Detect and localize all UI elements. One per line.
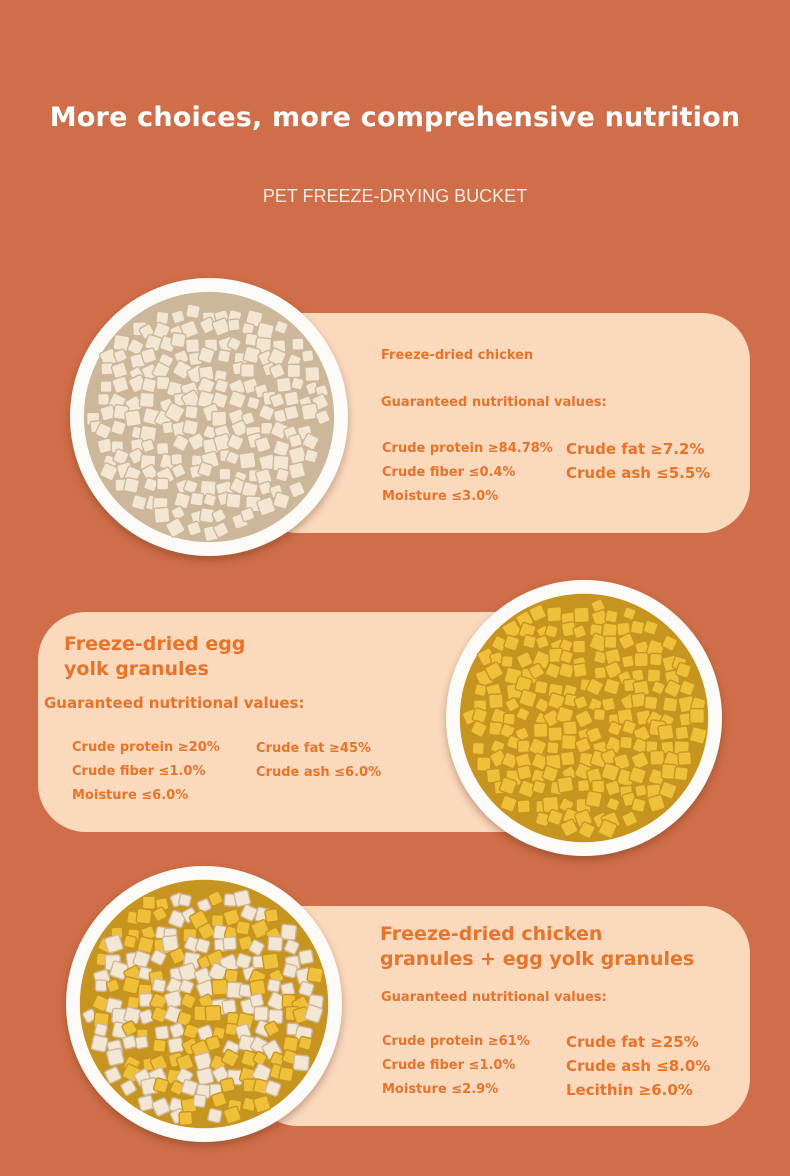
product-name-line2: yolk granules <box>64 658 209 680</box>
crude-protein-value: Crude protein ≥84.78% <box>382 441 553 456</box>
guarantee-label: Guaranteed nutritional values: <box>381 395 607 410</box>
crude-fat-value: Crude fat ≥25% <box>566 1033 699 1051</box>
moisture-value: Moisture ≤2.9% <box>382 1082 499 1097</box>
chicken-bowl-image <box>70 278 348 556</box>
guarantee-label: Guaranteed nutritional values: <box>44 694 305 712</box>
page-title: More choices, more comprehensive nutrition <box>49 102 741 133</box>
guarantee-label: Guaranteed nutritional values: <box>381 990 607 1005</box>
crude-fiber-value: Crude fiber ≤0.4% <box>382 465 516 480</box>
crude-fat-value: Crude fat ≥7.2% <box>566 440 705 458</box>
product-name: Freeze-dried chicken <box>381 348 534 363</box>
moisture-value: Moisture ≤6.0% <box>72 788 189 803</box>
product-name-line2: granules + egg yolk granules <box>380 948 695 970</box>
crude-fat-value: Crude fat ≥45% <box>256 741 372 756</box>
crude-ash-value: Crude ash ≤5.5% <box>566 464 711 482</box>
crude-fiber-value: Crude fiber ≤1.0% <box>382 1058 516 1073</box>
mixed-bowl-image <box>66 866 342 1142</box>
crude-protein-value: Crude protein ≥20% <box>72 740 220 755</box>
crude-ash-value: Crude ash ≤8.0% <box>566 1057 711 1075</box>
product-name-line1: Freeze-dried egg <box>64 633 246 655</box>
crude-protein-value: Crude protein ≥61% <box>382 1034 530 1049</box>
moisture-value: Moisture ≤3.0% <box>382 489 499 504</box>
egg-yolk-bowl-image <box>446 580 722 856</box>
lecithin-value: Lecithin ≥6.0% <box>566 1081 693 1099</box>
page-subtitle: PET FREEZE-DRYING BUCKET <box>262 186 528 206</box>
crude-fiber-value: Crude fiber ≤1.0% <box>72 764 206 779</box>
crude-ash-value: Crude ash ≤6.0% <box>256 765 382 780</box>
product-name-line1: Freeze-dried chicken <box>380 923 603 945</box>
